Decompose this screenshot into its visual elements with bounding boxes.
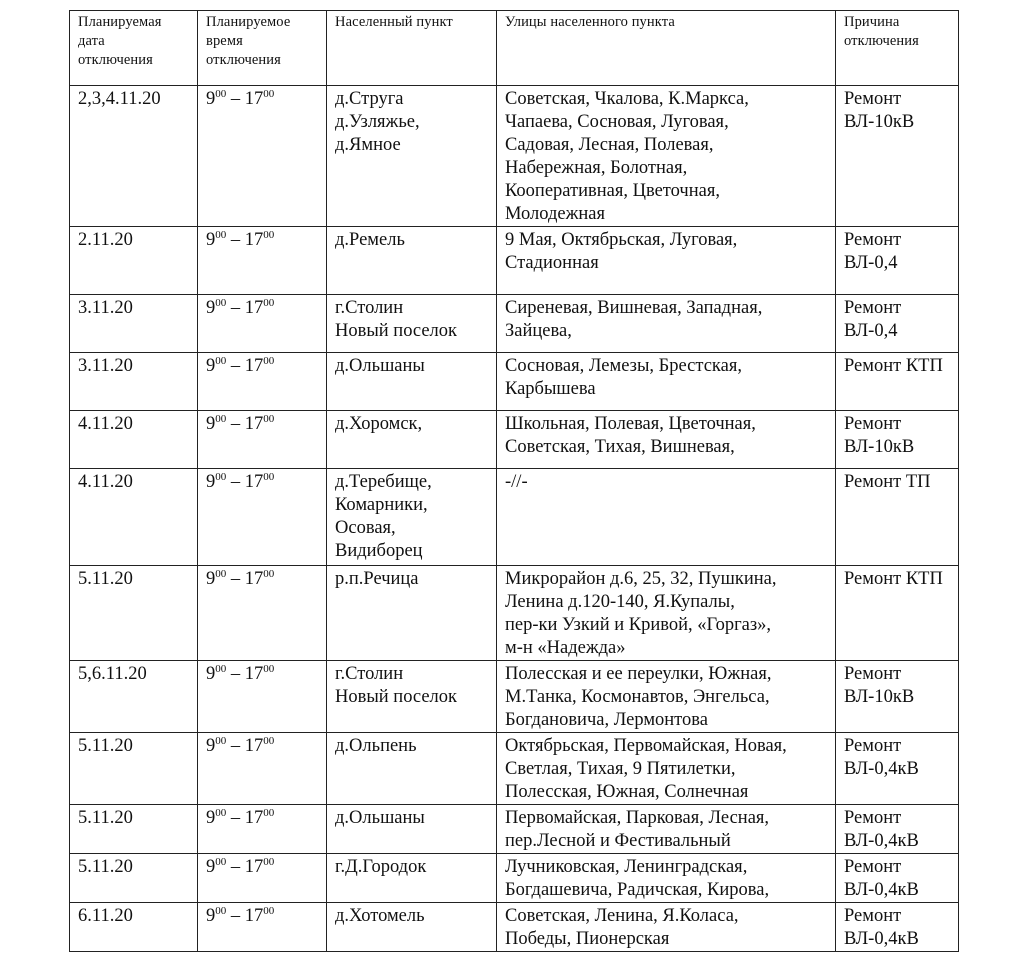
cell-streets — [497, 295, 836, 353]
cell-reason-line: ВЛ-10кВ — [844, 112, 915, 132]
time-start-hour: 9 — [206, 298, 216, 318]
cell-streets-line: Полесская и ее переулки, Южная, — [505, 664, 772, 684]
cell-streets-line: пер.Лесной и Фестивальный — [505, 831, 731, 851]
cell-date: 5.11.20 — [70, 566, 198, 661]
cell-time — [198, 566, 327, 661]
time-separator: – — [226, 230, 245, 250]
table-row — [70, 469, 959, 566]
header-date: Планируемая дата отключения — [70, 11, 198, 86]
cell-reason-line: Ремонт — [844, 736, 902, 756]
cell-place — [327, 295, 497, 353]
cell-place — [327, 805, 497, 854]
cell-reason-line: ВЛ-0,4кВ — [844, 880, 919, 900]
cell-place-line: д.Струга — [335, 89, 404, 109]
cell-date: 3.11.20 — [70, 353, 198, 411]
cell-streets-line: Школьная, Полевая, Цветочная, — [505, 414, 756, 434]
cell-place — [327, 903, 497, 952]
cell-streets-line: Полесская, Южная, Солнечная — [505, 782, 749, 802]
cell-time — [198, 733, 327, 805]
table-row — [70, 854, 959, 903]
cell-reason — [836, 805, 959, 854]
cell-reason-line: Ремонт — [844, 414, 902, 434]
cell-place-line: д.Ремель — [335, 230, 405, 250]
time-start-hour: 9 — [206, 230, 216, 250]
cell-streets-line: пер-ки Узкий и Кривой, «Горгаз», — [505, 615, 772, 635]
cell-streets — [497, 854, 836, 903]
time-separator: – — [226, 857, 245, 877]
cell-streets — [497, 469, 836, 566]
cell-place — [327, 566, 497, 661]
cell-reason-line: Ремонт — [844, 808, 902, 828]
cell-reason-line: Ремонт ТП — [844, 472, 931, 492]
time-start-hour: 9 — [206, 414, 216, 434]
cell-place — [327, 661, 497, 733]
cell-streets — [497, 566, 836, 661]
cell-place-line: Видиборец — [335, 541, 423, 561]
cell-time — [198, 353, 327, 411]
cell-reason-line: Ремонт — [844, 230, 902, 250]
cell-streets-line: Богдановича, Лермонтова — [505, 710, 708, 730]
cell-time — [198, 661, 327, 733]
cell-date: 5.11.20 — [70, 733, 198, 805]
time-end-hour: 17 — [244, 230, 264, 250]
time-start-minutes: 00 — [215, 413, 227, 425]
cell-streets — [497, 903, 836, 952]
time-end-hour: 17 — [244, 472, 264, 492]
table-row — [70, 86, 959, 227]
cell-streets-line: Светлая, Тихая, 9 Пятилетки, — [505, 759, 736, 779]
time-end-hour: 17 — [244, 356, 264, 376]
cell-streets — [497, 227, 836, 295]
table-row — [70, 227, 959, 295]
cell-date: 6.11.20 — [70, 903, 198, 952]
cell-reason — [836, 227, 959, 295]
time-start-hour: 9 — [206, 906, 216, 926]
time-end-hour: 17 — [244, 906, 264, 926]
cell-streets-line: Садовая, Лесная, Полевая, — [505, 135, 714, 155]
cell-place-line: г.Столин — [335, 298, 404, 318]
cell-time — [198, 227, 327, 295]
cell-place-line: д.Узляжье, — [335, 112, 420, 132]
cell-reason — [836, 854, 959, 903]
cell-reason-line: ВЛ-0,4 — [844, 253, 898, 273]
cell-place — [327, 411, 497, 469]
cell-date: 4.11.20 — [70, 469, 198, 566]
cell-reason — [836, 733, 959, 805]
table-row — [70, 805, 959, 854]
table-row — [70, 733, 959, 805]
cell-streets-line: Первомайская, Парковая, Лесная, — [505, 808, 770, 828]
cell-reason-line: ВЛ-0,4кВ — [844, 831, 919, 851]
cell-place — [327, 854, 497, 903]
cell-streets-line: Советская, Тихая, Вишневая, — [505, 437, 735, 457]
time-separator: – — [226, 414, 245, 434]
cell-reason-line: ВЛ-0,4кВ — [844, 759, 919, 779]
time-start-hour: 9 — [206, 472, 216, 492]
header-streets: Улицы населенного пункта — [497, 11, 836, 86]
time-separator: – — [226, 356, 245, 376]
cell-streets-line: Победы, Пионерская — [505, 929, 670, 949]
cell-time — [198, 469, 327, 566]
cell-reason-line: ВЛ-0,4 — [844, 321, 898, 341]
time-start-hour: 9 — [206, 808, 216, 828]
cell-time — [198, 854, 327, 903]
time-start-hour: 9 — [206, 569, 216, 589]
time-end-hour: 17 — [244, 298, 264, 318]
time-end-hour: 17 — [244, 857, 264, 877]
cell-place-line: д.Ольшаны — [335, 356, 425, 376]
cell-reason-line: Ремонт — [844, 664, 902, 684]
cell-streets-line: Сосновая, Лемезы, Брестская, — [505, 356, 742, 376]
time-end-minutes: 00 — [263, 807, 275, 819]
cell-reason — [836, 353, 959, 411]
cell-place — [327, 733, 497, 805]
cell-place — [327, 353, 497, 411]
cell-reason — [836, 411, 959, 469]
cell-date: 5,6.11.20 — [70, 661, 198, 733]
cell-reason-line: ВЛ-10кВ — [844, 437, 915, 457]
cell-time — [198, 903, 327, 952]
cell-streets-line: -//- — [505, 472, 528, 492]
cell-place-line: Комарники, — [335, 495, 428, 515]
cell-reason-line: Ремонт КТП — [844, 569, 943, 589]
time-start-minutes: 00 — [215, 568, 227, 580]
time-start-minutes: 00 — [215, 229, 227, 241]
cell-place-line: д.Ямное — [335, 135, 401, 155]
cell-time — [198, 411, 327, 469]
time-end-hour: 17 — [244, 569, 264, 589]
cell-reason-line: Ремонт — [844, 906, 902, 926]
cell-streets-line: Стадионная — [505, 253, 599, 273]
table-row — [70, 903, 959, 952]
cell-reason — [836, 661, 959, 733]
time-start-minutes: 00 — [215, 905, 227, 917]
time-end-minutes: 00 — [263, 413, 275, 425]
time-start-minutes: 00 — [215, 88, 227, 100]
cell-streets-line: 9 Мая, Октябрьская, Луговая, — [505, 230, 738, 250]
cell-streets-line: Ленина д.120-140, Я.Купалы, — [505, 592, 735, 612]
cell-streets-line: Советская, Ленина, Я.Коласа, — [505, 906, 739, 926]
time-separator: – — [226, 808, 245, 828]
cell-reason-line: Ремонт — [844, 857, 902, 877]
time-end-minutes: 00 — [263, 905, 275, 917]
cell-streets — [497, 805, 836, 854]
cell-place — [327, 86, 497, 227]
time-start-minutes: 00 — [215, 471, 227, 483]
time-separator: – — [226, 472, 245, 492]
cell-place-line: Новый поселок — [335, 321, 458, 341]
cell-place-line: д.Теребище, — [335, 472, 432, 492]
cell-place-line: г.Д.Городок — [335, 857, 427, 877]
cell-time — [198, 805, 327, 854]
time-start-minutes: 00 — [215, 663, 227, 675]
time-end-hour: 17 — [244, 808, 264, 828]
cell-date: 4.11.20 — [70, 411, 198, 469]
cell-streets — [497, 733, 836, 805]
header-time: Планируемое время отключения — [198, 11, 327, 86]
cell-streets-line: Карбышева — [505, 379, 596, 399]
cell-date: 2,3,4.11.20 — [70, 86, 198, 227]
cell-place-line: д.Ольпень — [335, 736, 417, 756]
time-start-minutes: 00 — [215, 355, 227, 367]
time-start-hour: 9 — [206, 89, 216, 109]
cell-date: 5.11.20 — [70, 854, 198, 903]
header-reason: Причина отключения — [836, 11, 959, 86]
time-end-minutes: 00 — [263, 297, 275, 309]
cell-reason — [836, 469, 959, 566]
cell-date: 2.11.20 — [70, 227, 198, 295]
time-start-minutes: 00 — [215, 807, 227, 819]
time-start-hour: 9 — [206, 664, 216, 684]
time-end-hour: 17 — [244, 89, 264, 109]
cell-date: 5.11.20 — [70, 805, 198, 854]
cell-streets-line: Чапаева, Сосновая, Луговая, — [505, 112, 729, 132]
time-end-hour: 17 — [244, 736, 264, 756]
time-end-minutes: 00 — [263, 568, 275, 580]
time-separator: – — [226, 906, 245, 926]
cell-streets — [497, 411, 836, 469]
cell-streets-line: Зайцева, — [505, 321, 572, 341]
outage-schedule-table — [69, 10, 959, 952]
cell-reason-line: ВЛ-0,4кВ — [844, 929, 919, 949]
cell-reason-line: Ремонт — [844, 298, 902, 318]
time-end-minutes: 00 — [263, 735, 275, 747]
time-separator: – — [226, 89, 245, 109]
cell-reason-line: Ремонт КТП — [844, 356, 943, 376]
cell-place-line: Новый поселок — [335, 687, 458, 707]
time-start-hour: 9 — [206, 736, 216, 756]
table-header — [70, 11, 959, 86]
time-end-minutes: 00 — [263, 229, 275, 241]
time-separator: – — [226, 664, 245, 684]
table-row — [70, 411, 959, 469]
cell-date: 3.11.20 — [70, 295, 198, 353]
cell-place — [327, 469, 497, 566]
time-end-minutes: 00 — [263, 856, 275, 868]
table-body — [70, 86, 959, 952]
header-row — [70, 11, 959, 86]
table-row — [70, 566, 959, 661]
cell-place-line: г.Столин — [335, 664, 404, 684]
cell-streets-line: Сиреневая, Вишневая, Западная, — [505, 298, 763, 318]
time-start-hour: 9 — [206, 857, 216, 877]
header-place: Населенный пункт — [327, 11, 497, 86]
cell-streets — [497, 353, 836, 411]
cell-streets-line: Лучниковская, Ленинградская, — [505, 857, 748, 877]
time-separator: – — [226, 298, 245, 318]
cell-reason — [836, 86, 959, 227]
time-end-minutes: 00 — [263, 88, 275, 100]
cell-streets-line: Микрорайон д.6, 25, 32, Пушкина, — [505, 569, 777, 589]
cell-reason — [836, 566, 959, 661]
time-end-minutes: 00 — [263, 355, 275, 367]
cell-place-line: д.Ольшаны — [335, 808, 425, 828]
cell-place — [327, 227, 497, 295]
cell-streets-line: Кооперативная, Цветочная, — [505, 181, 720, 201]
cell-place-line: д.Хотомель — [335, 906, 425, 926]
time-separator: – — [226, 569, 245, 589]
cell-reason — [836, 295, 959, 353]
time-start-minutes: 00 — [215, 297, 227, 309]
cell-place-line: Осовая, — [335, 518, 396, 538]
time-separator: – — [226, 736, 245, 756]
cell-streets-line: М.Танка, Космонавтов, Энгельса, — [505, 687, 770, 707]
cell-streets — [497, 86, 836, 227]
cell-place-line: д.Хоромск, — [335, 414, 423, 434]
cell-reason-line: Ремонт — [844, 89, 902, 109]
cell-time — [198, 86, 327, 227]
table-row — [70, 295, 959, 353]
cell-streets-line: Набережная, Болотная, — [505, 158, 688, 178]
cell-place-line: р.п.Речица — [335, 569, 419, 589]
cell-time — [198, 295, 327, 353]
time-start-minutes: 00 — [215, 735, 227, 747]
table-row — [70, 353, 959, 411]
cell-reason — [836, 903, 959, 952]
table-row — [70, 661, 959, 733]
time-start-minutes: 00 — [215, 856, 227, 868]
cell-streets — [497, 661, 836, 733]
time-end-minutes: 00 — [263, 663, 275, 675]
time-end-minutes: 00 — [263, 471, 275, 483]
cell-streets-line: Советская, Чкалова, К.Маркса, — [505, 89, 749, 109]
cell-streets-line: Богдашевича, Радичская, Кирова, — [505, 880, 770, 900]
time-end-hour: 17 — [244, 414, 264, 434]
cell-streets-line: Октябрьская, Первомайская, Новая, — [505, 736, 787, 756]
cell-streets-line: м-н «Надежда» — [505, 638, 626, 658]
time-end-hour: 17 — [244, 664, 264, 684]
cell-reason-line: ВЛ-10кВ — [844, 687, 915, 707]
time-start-hour: 9 — [206, 356, 216, 376]
cell-streets-line: Молодежная — [505, 204, 605, 224]
